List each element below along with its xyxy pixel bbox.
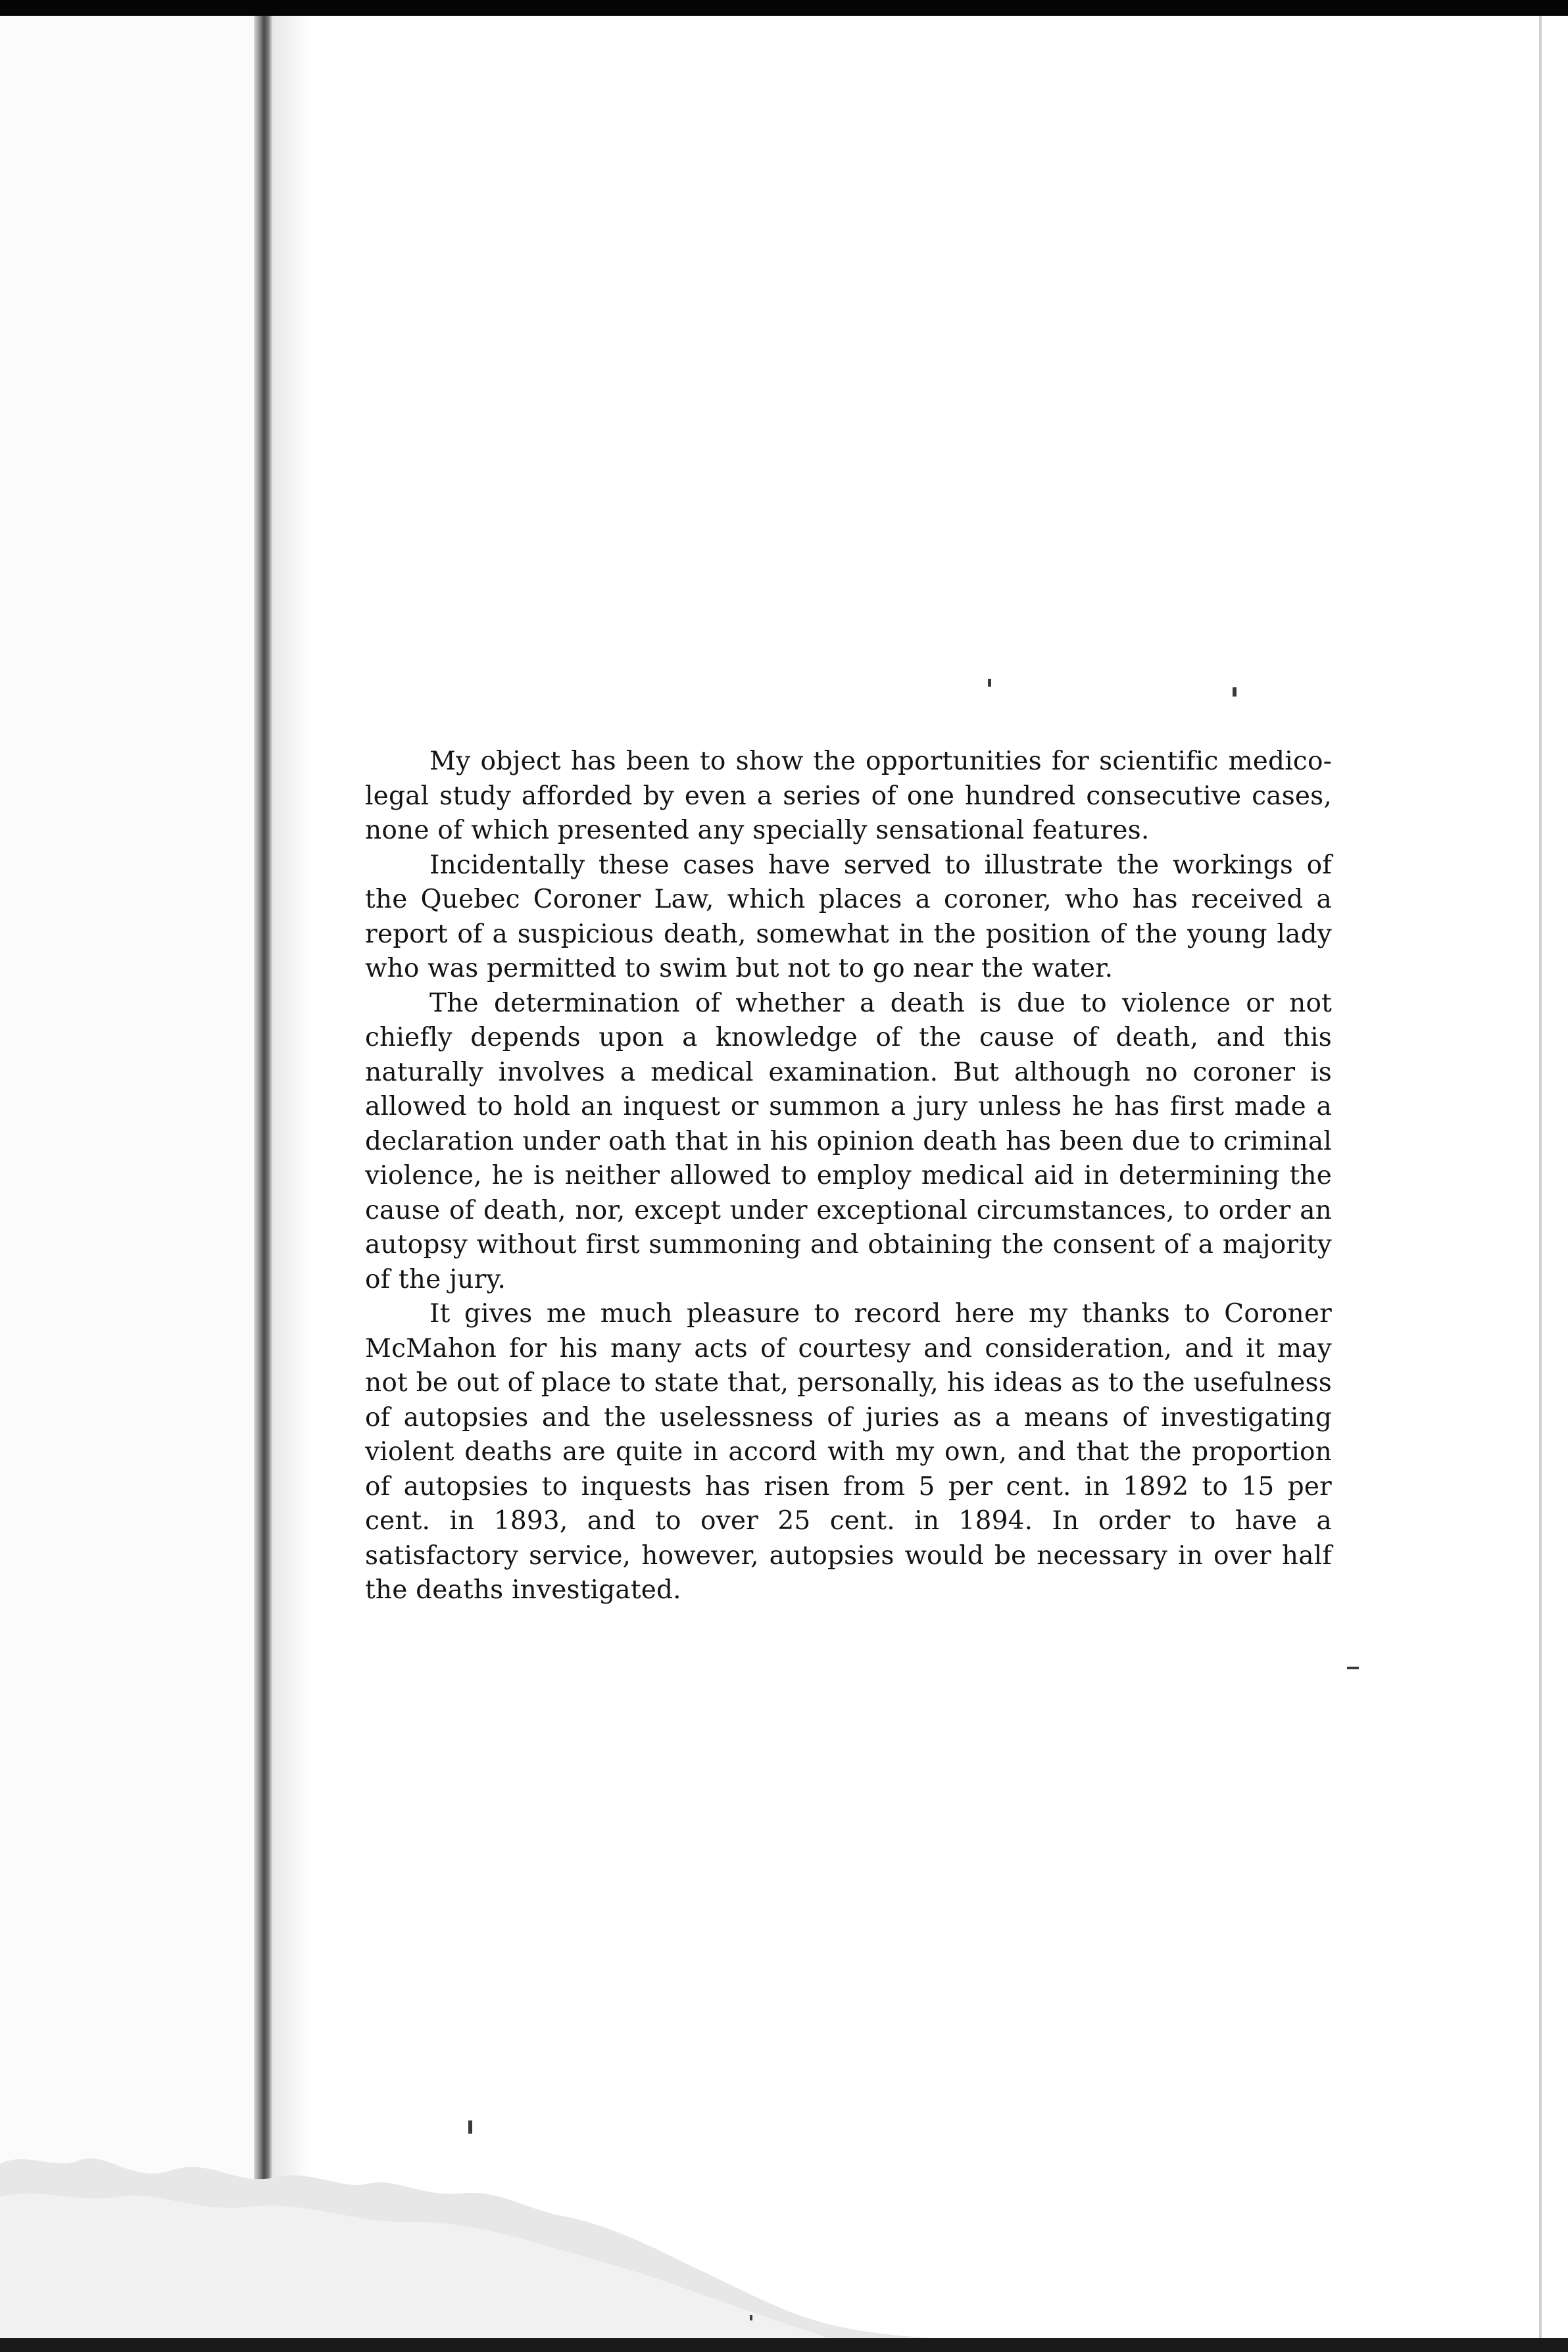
scan-border-bottom: [0, 2338, 1568, 2352]
scan-speck: [1233, 687, 1237, 697]
paragraph-4: It gives me much pleasure to record here my thanks to Coroner McMahon for his many acts of courtesy and consideration, and it may not be out of place to state that, personally, his ideas as to the usefulness of autopsies and the uselessness of juries as a means of investigating violent deaths are quite in accord with my own, and that the proportion of autopsies to inquests has risen from 5 per cent. in 1892 to 15 per cent. in 1893, and to over 25 cent. in 1894. In order to have a satisfactory service, however, autopsies would be necessary in over half the deaths investigated.: [365, 1299, 1332, 1605]
scan-speck: [988, 679, 991, 687]
gutter-shadow: [272, 0, 312, 2315]
scan-speck: [750, 2315, 752, 2320]
page-edge: [1539, 0, 1542, 2352]
paragraph-3: The determination of whether a death is due to violence or not chiefly depends upon a knowledge of the cause of death, and this naturally involves a medical examination. But although no coroner is allowed to hold an inquest or summon a jury unless he has first made a declaration under oath that in his opinion death has been due to criminal violence, he is neither allowed to employ medical aid in determining the cause of death, nor, except under exceptional circumstances, to order an autopsy without first summoning and obtaining the consent of a majority of the jury.: [365, 988, 1332, 1294]
scan-speck: [1347, 1667, 1359, 1669]
page-damage-stain: [0, 2072, 987, 2338]
paragraph-2: Incidentally these cases have served to illustrate the workings of the Quebec Coroner Law, which places a coroner, who has received a report of a suspicious death, somewhat in the position of the young lady who was permitted to swim but not to go near the water.: [365, 850, 1332, 983]
book-gutter: [254, 0, 272, 2315]
scan-speck: [468, 2120, 472, 2134]
scan-border-top: [0, 0, 1568, 16]
adjacent-page: [0, 16, 254, 2338]
paragraph-1: My object has been to show the opportunities for scientific medico-legal study afforded by even a series of one hundred consecutive cases, none of which presented any specially sensational features.: [365, 747, 1332, 845]
body-text: [365, 745, 1332, 1608]
